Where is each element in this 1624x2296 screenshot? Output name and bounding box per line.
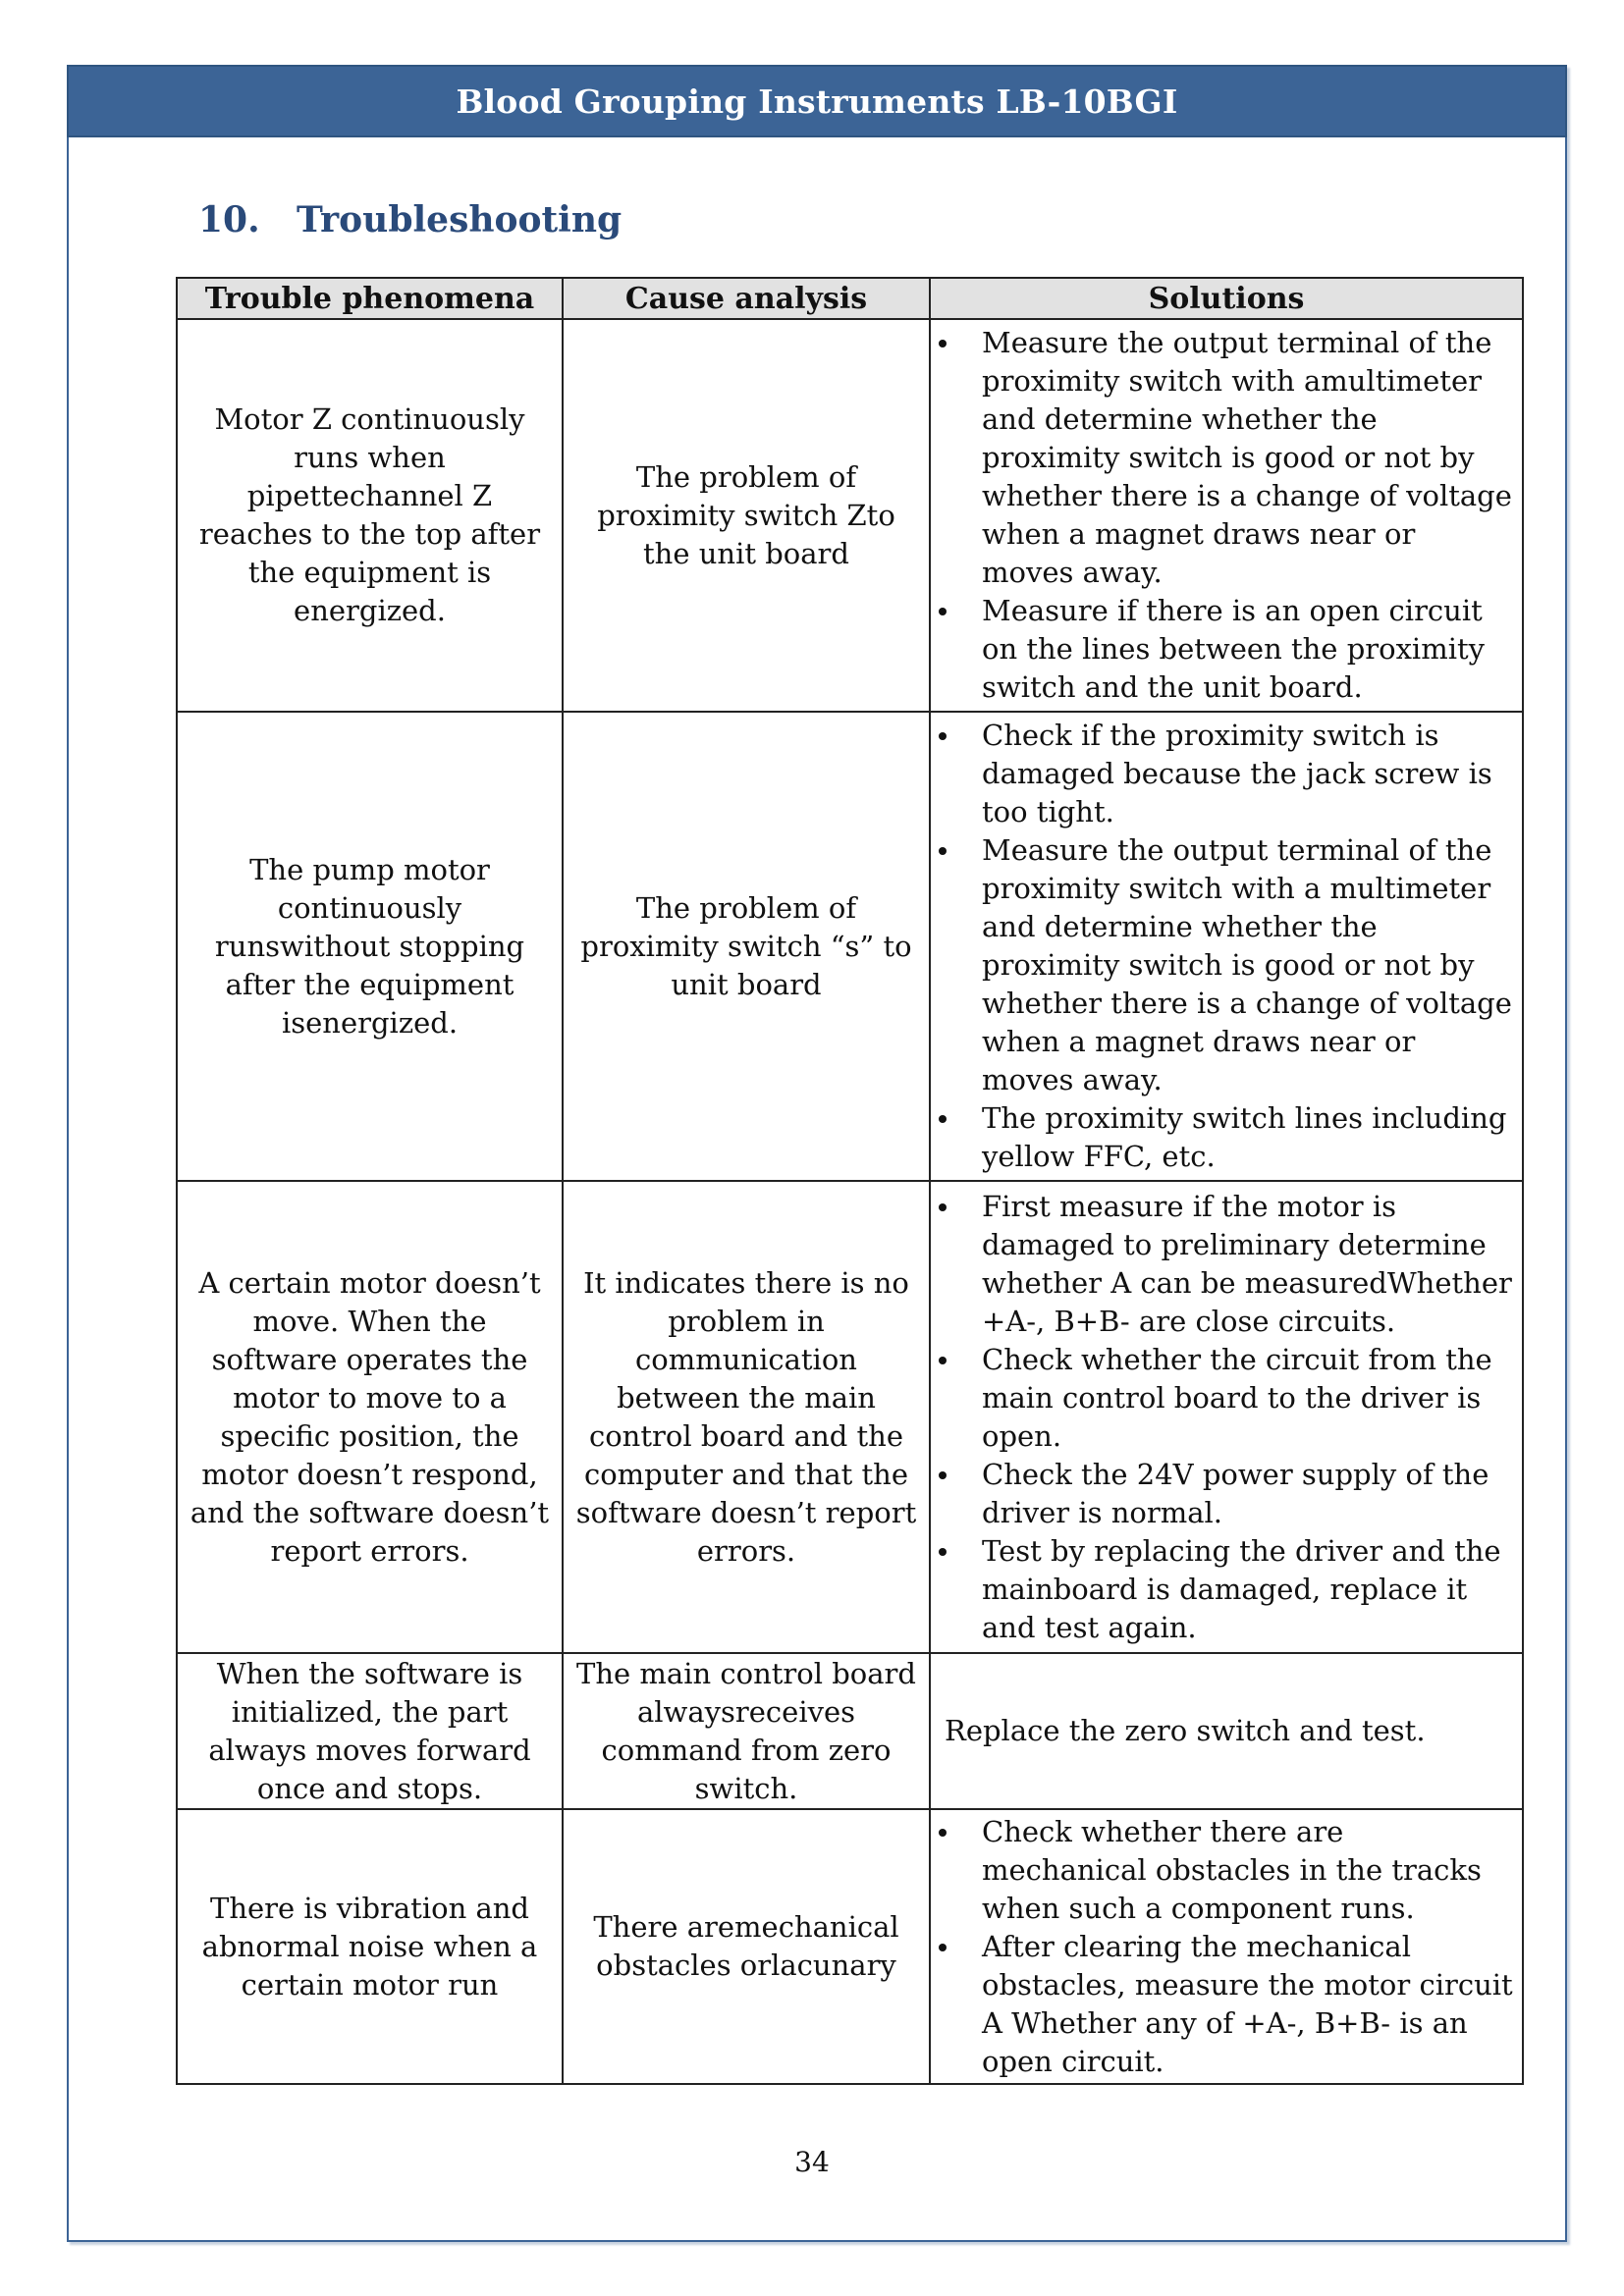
table-row <box>177 1809 1523 2084</box>
solution-item: Measure the output terminal of the proximity switch with a multimeter and determine whether the proximity switch is good or not by whether there is a change of voltage when a magnet draws near or moves away. <box>931 831 1514 1099</box>
page-number: 34 <box>794 2146 830 2178</box>
solution-list <box>931 1813 1514 2081</box>
document-title: Blood Grouping Instruments LB-10BGI <box>456 81 1178 121</box>
solutions-cell <box>930 319 1523 712</box>
solution-list <box>931 717 1514 1176</box>
solution-item: Measure if there is an open circuit on the lines between the proximity switch and the unit board. <box>931 592 1514 707</box>
solution-list <box>931 324 1514 707</box>
cause-cell: It indicates there is no problem in communication between the main control board and the computer and that the software doesn’t report errors. <box>563 1181 930 1653</box>
solution-item: First measure if the motor is damaged to preliminary determine whether A can be measuredWhether +A-, B+B- are close circuits. <box>931 1188 1514 1341</box>
solution-item: Check if the proximity switch is damaged because the jack screw is too tight. <box>931 717 1514 831</box>
trouble-cell: A certain motor doesn’t move. When the software operates the motor to move to a specific position, the motor doesn’t respond, and the software doesn’t report errors. <box>177 1181 563 1653</box>
document-header <box>67 65 1567 137</box>
trouble-cell: There is vibration and abnormal noise when a certain motor run <box>177 1809 563 2084</box>
solution-item: Check the 24V power supply of the driver is normal. <box>931 1456 1514 1532</box>
column-header-trouble: Trouble phenomena <box>177 278 563 319</box>
trouble-cell: The pump motor continuously runswithout stopping after the equipment isenergized. <box>177 712 563 1181</box>
solutions-cell <box>930 1809 1523 2084</box>
section-title: Troubleshooting <box>297 199 623 240</box>
solution-item: Check whether there are mechanical obstacles in the tracks when such a component runs. <box>931 1813 1514 1928</box>
section-number: 10. <box>198 199 260 240</box>
solutions-cell <box>930 712 1523 1181</box>
solution-item: After clearing the mechanical obstacles, measure the motor circuit A Whether any of +A-, B+B- is an open circuit. <box>931 1928 1514 2081</box>
table-header-row <box>177 278 1523 319</box>
column-header-solutions: Solutions <box>930 278 1523 319</box>
solutions-cell: Replace the zero switch and test. <box>930 1653 1523 1809</box>
solution-list <box>931 1188 1514 1647</box>
solution-item: Test by replacing the driver and the mainboard is damaged, replace it and test again. <box>931 1532 1514 1647</box>
cause-cell: There aremechanical obstacles orlacunary <box>563 1809 930 2084</box>
solutions-cell <box>930 1181 1523 1653</box>
table-row <box>177 1653 1523 1809</box>
trouble-cell: Motor Z continuously runs when pipettechannel Z reaches to the top after the equipment is energized. <box>177 319 563 712</box>
solution-item: Check whether the circuit from the main control board to the driver is open. <box>931 1341 1514 1456</box>
cause-cell: The problem of proximity switch “s” to unit board <box>563 712 930 1181</box>
section-heading <box>198 192 622 247</box>
solution-item: Measure the output terminal of the proximity switch with amultimeter and determine whether the proximity switch is good or not by whether there is a change of voltage when a magnet draws near or moves away. <box>931 324 1514 592</box>
cause-cell: The main control board alwaysreceives command from zero switch. <box>563 1653 930 1809</box>
solution-item: The proximity switch lines including yellow FFC, etc. <box>931 1099 1514 1176</box>
troubleshooting-table <box>176 277 1524 2085</box>
column-header-cause: Cause analysis <box>563 278 930 319</box>
cause-cell: The problem of proximity switch Zto the unit board <box>563 319 930 712</box>
table-row <box>177 1181 1523 1653</box>
trouble-cell: When the software is initialized, the part always moves forward once and stops. <box>177 1653 563 1809</box>
table-row <box>177 712 1523 1181</box>
table-row <box>177 319 1523 712</box>
